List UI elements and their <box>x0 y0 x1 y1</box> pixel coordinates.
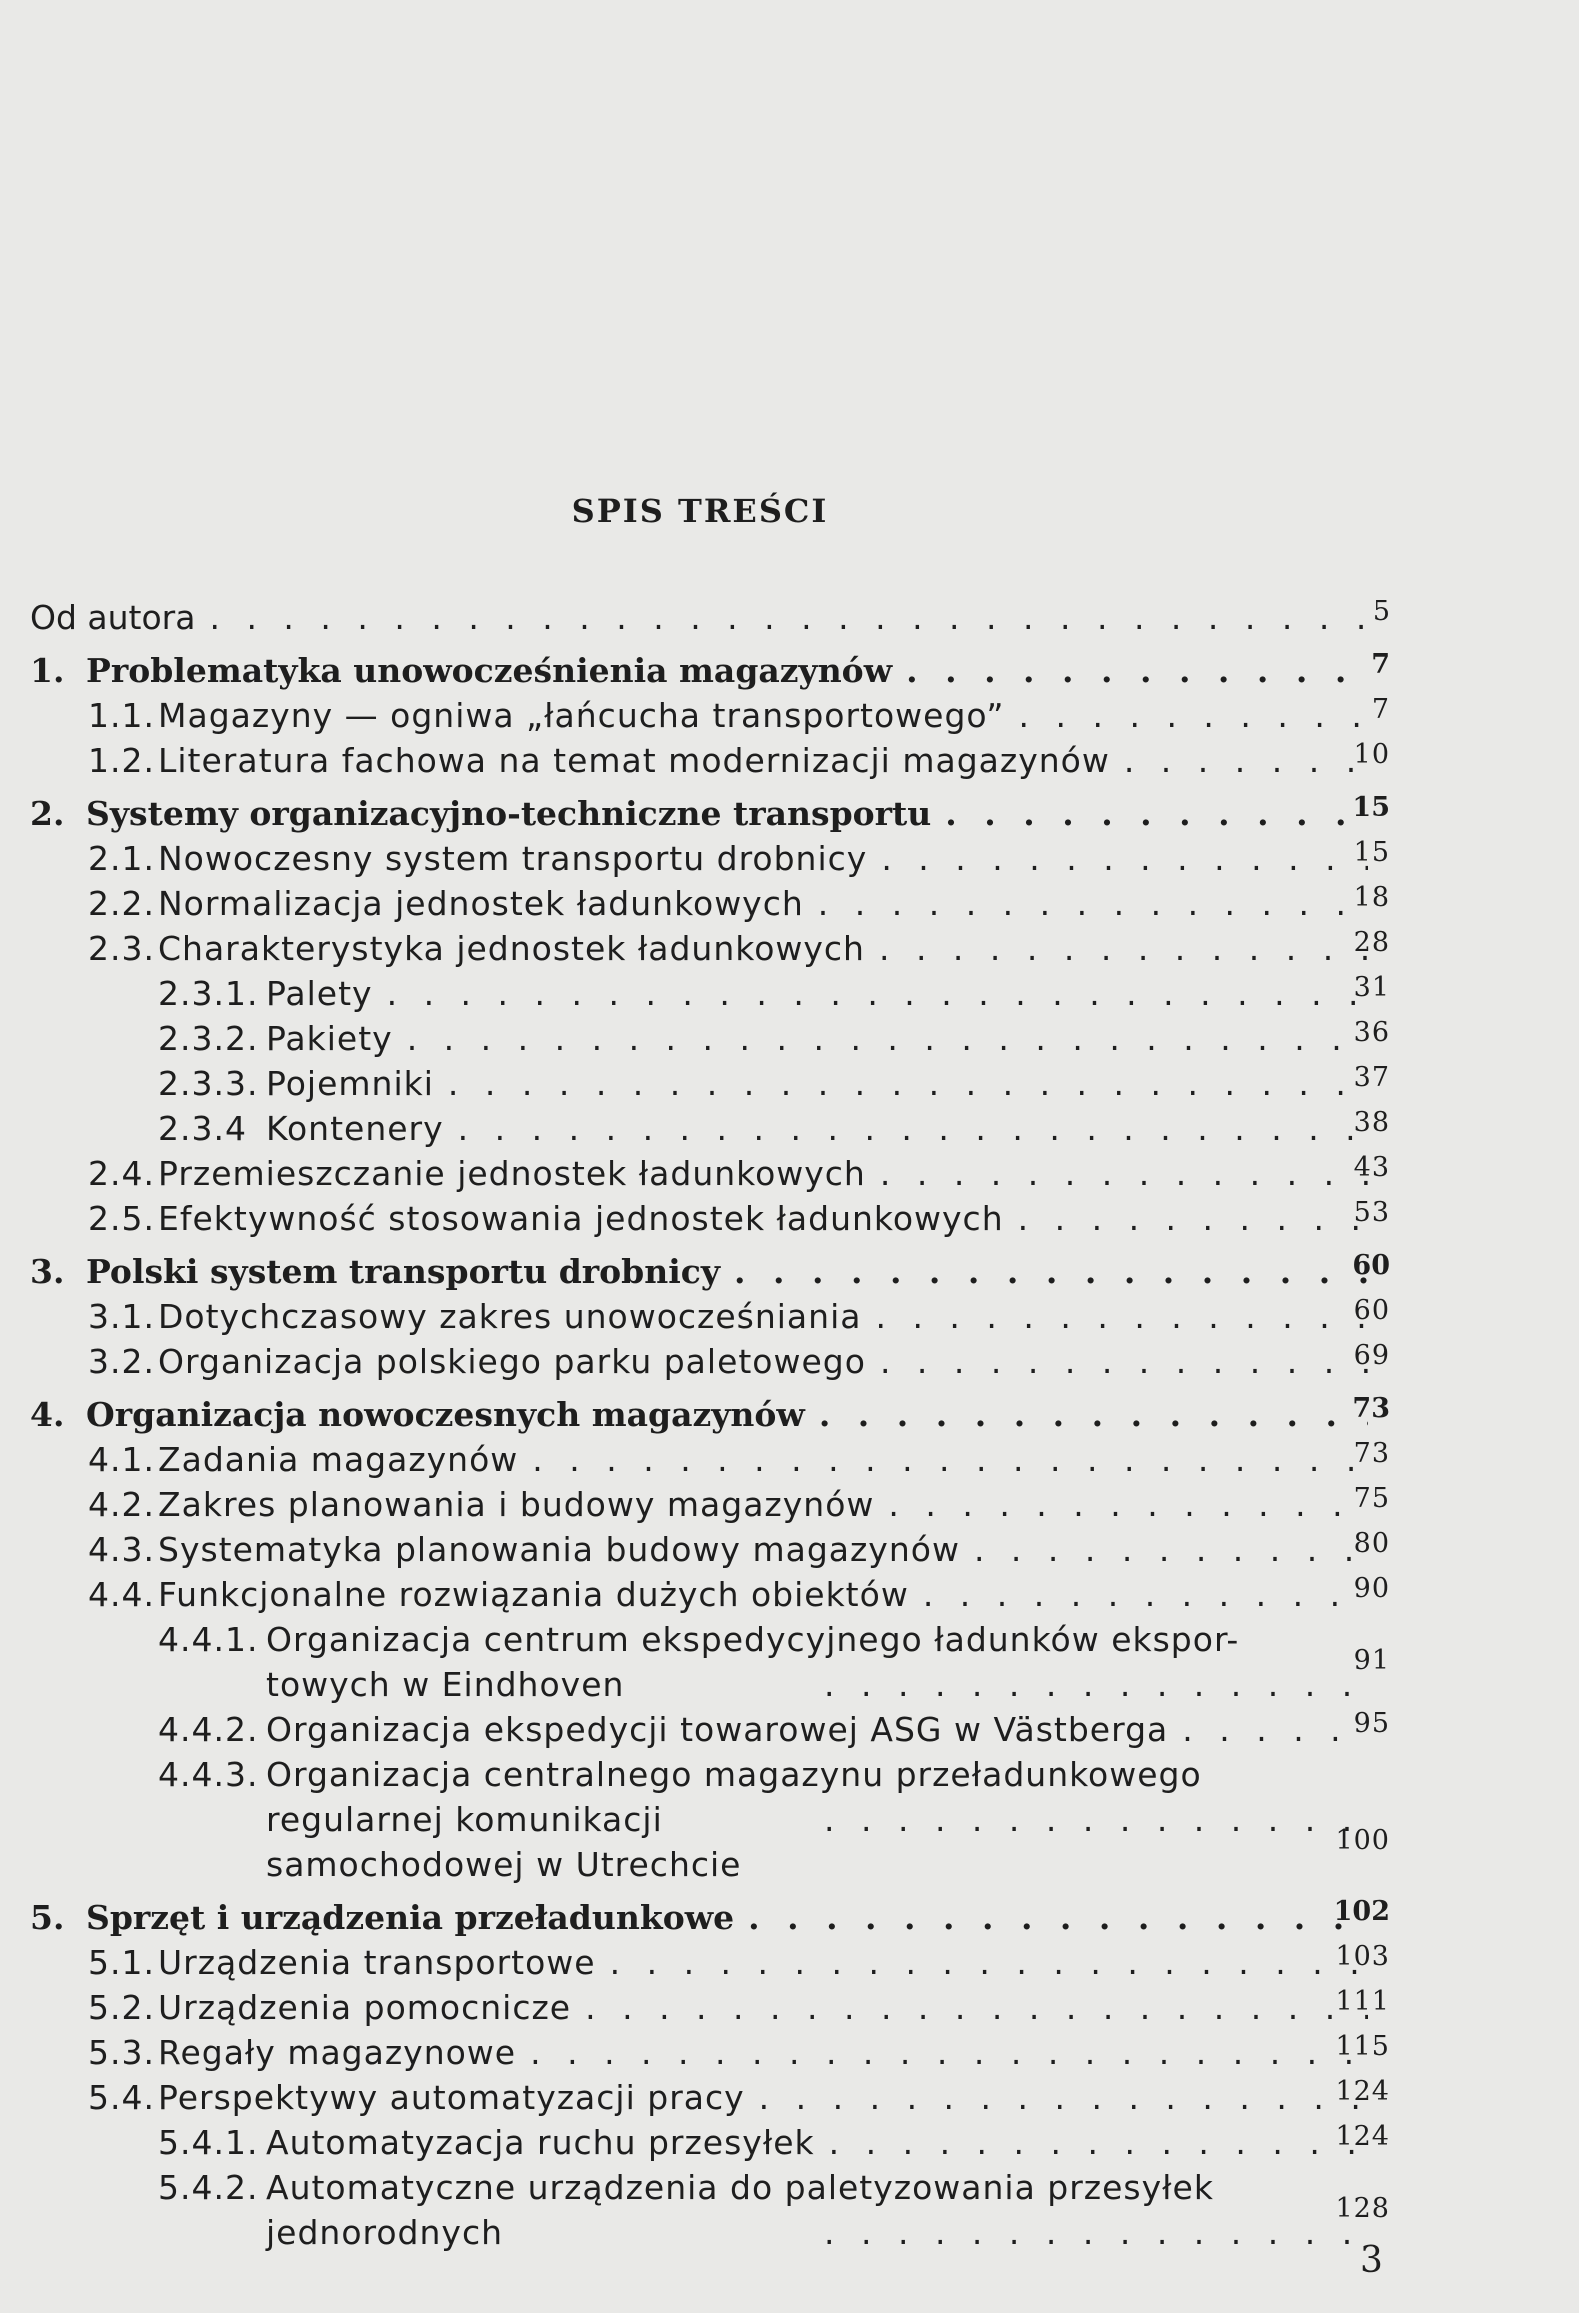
toc-entry-title: Nowoczesny system transportu drobnicy <box>158 839 868 878</box>
dot-leader <box>974 1527 1368 1572</box>
toc-entry-page: 10 <box>1353 739 1390 770</box>
dot-leader <box>585 1985 1368 2030</box>
toc-entry-title-continuation: jednorodnych <box>266 2213 504 2252</box>
toc-entry-title: Urządzenia pomocnicze <box>158 1988 572 2027</box>
toc-entry <box>30 1016 1410 1061</box>
toc-entry <box>30 2030 1410 2075</box>
toc-entry-number: 4.1. <box>88 1440 155 1479</box>
toc-entry-title: Sprzęt i urządzenia przeładunkowe <box>86 1898 735 1937</box>
toc-entry <box>30 1985 1410 2030</box>
dot-leader <box>759 2075 1368 2120</box>
toc-entry-number: 2.3.3. <box>158 1064 259 1103</box>
toc-entry-title: Organizacja nowoczesnych magazynów <box>86 1395 805 1434</box>
toc-entry-number: 4. <box>30 1395 65 1434</box>
toc-entry-title: Efektywność stosowania jednostek ładunkowych <box>158 1199 1004 1238</box>
dot-leader <box>829 2120 1368 2165</box>
toc-entry-title: Normalizacja jednostek ładunkowych <box>158 884 804 923</box>
toc-entry-page: 100 <box>1335 1825 1390 1856</box>
toc-entry-number: 5. <box>30 1898 65 1937</box>
toc-entry <box>30 1527 1410 1572</box>
toc-entry-number: 3.2. <box>88 1342 155 1381</box>
toc-entry-title: Automatyzacja ruchu przesyłek <box>266 2123 815 2162</box>
toc-entry-number: 5.1. <box>88 1943 155 1982</box>
toc-entry-title: Literatura fachowa na temat modernizacji magazynów <box>158 741 1110 780</box>
toc-entry-page: 60 <box>1352 1250 1390 1281</box>
dot-leader <box>875 1294 1368 1339</box>
table-of-contents <box>30 595 1410 2255</box>
toc-entry-title: Kontenery <box>266 1109 444 1148</box>
toc-entry-number: 3. <box>30 1252 65 1291</box>
toc-entry-title: Od autora <box>30 598 196 637</box>
toc-entry <box>30 1617 1410 1707</box>
toc-entry-title: Przemieszczanie jednostek ładunkowych <box>158 1154 866 1193</box>
toc-entry-page: 28 <box>1353 927 1390 958</box>
toc-entry-page: 53 <box>1353 1197 1390 1228</box>
toc-entry-page: 103 <box>1335 1941 1390 1972</box>
toc-entry <box>30 648 1410 693</box>
toc-entry-number: 5.2. <box>88 1988 155 2027</box>
toc-entry-number: 2.5. <box>88 1199 155 1238</box>
toc-entry-title: Urządzenia transportowe <box>158 1943 596 1982</box>
dot-leader <box>906 648 1368 693</box>
toc-entry-number: 1. <box>30 651 65 690</box>
toc-entry-number: 1.1. <box>88 696 155 735</box>
toc-entry-number: 4.2. <box>88 1485 155 1524</box>
toc-entry <box>30 1482 1410 1527</box>
toc-entry-number: 2.3. <box>88 929 155 968</box>
dot-leader <box>748 1895 1368 1940</box>
toc-entry-page: 7 <box>1371 694 1390 725</box>
toc-entry-page: 38 <box>1353 1107 1390 1138</box>
toc-entry-number: 2.1. <box>88 839 155 878</box>
toc-entry <box>30 595 1410 640</box>
dot-leader <box>888 1482 1368 1527</box>
toc-entry-number: 4.4.1. <box>158 1620 259 1659</box>
toc-entry-title: Organizacja ekspedycji towarowej ASG w Västberga <box>266 1710 1169 1749</box>
toc-entry-number: 4.3. <box>88 1530 155 1569</box>
dot-leader <box>734 1249 1368 1294</box>
dot-leader <box>881 836 1368 881</box>
toc-entry-title: Polski system transportu drobnicy <box>86 1252 721 1291</box>
dot-leader <box>407 1016 1368 1061</box>
dot-leader <box>209 595 1368 640</box>
toc-entry-page: 73 <box>1353 1438 1390 1469</box>
dot-leader <box>824 1797 1368 1842</box>
dot-leader <box>824 2210 1368 2255</box>
dot-leader <box>387 971 1368 1016</box>
toc-entry <box>30 1196 1410 1241</box>
toc-entry-number: 2.4. <box>88 1154 155 1193</box>
toc-entry <box>30 836 1410 881</box>
toc-entry-page: 75 <box>1353 1483 1390 1514</box>
toc-entry-number: 4.4.2. <box>158 1710 259 1749</box>
dot-leader <box>880 1339 1368 1384</box>
dot-leader <box>945 791 1368 836</box>
toc-entry <box>30 1752 1410 1887</box>
dot-leader <box>923 1572 1368 1617</box>
toc-entry <box>30 1572 1410 1617</box>
toc-entry <box>30 881 1410 926</box>
toc-entry-title: Automatyczne urządzenia do paletyzowania przesyłek <box>266 2168 1214 2207</box>
toc-entry-number: 1.2. <box>88 741 155 780</box>
dot-leader <box>879 926 1368 971</box>
toc-entry-page: 37 <box>1353 1062 1390 1093</box>
toc-entry-title: Palety <box>266 974 373 1013</box>
toc-entry-number: 2.3.4 <box>158 1109 247 1148</box>
toc-entry-page: 69 <box>1353 1340 1390 1371</box>
dot-leader <box>532 1437 1368 1482</box>
toc-entry-title: Zadania magazynów <box>158 1440 519 1479</box>
toc-entry-number: 2. <box>30 794 65 833</box>
dot-leader <box>818 881 1368 926</box>
toc-entry-number: 5.4.2. <box>158 2168 259 2207</box>
toc-entry-number: 2.2. <box>88 884 155 923</box>
toc-entry-page: 18 <box>1353 882 1390 913</box>
dot-leader <box>824 1662 1368 1707</box>
toc-entry-title-continuation: towych w Eindhoven <box>266 1665 625 1704</box>
toc-entry-title: Systemy organizacyjno-techniczne transportu <box>86 794 932 833</box>
folio-number: 3 <box>1360 2240 1383 2281</box>
toc-entry-title: Dotychczasowy zakres unowocześniania <box>158 1297 862 1336</box>
toc-entry-page: 31 <box>1353 972 1390 1003</box>
toc-entry-title: Pojemniki <box>266 1064 434 1103</box>
toc-entry-title: Funkcjonalne rozwiązania dużych obiektów <box>158 1575 909 1614</box>
toc-entry <box>30 1151 1410 1196</box>
toc-entry-page: 60 <box>1353 1295 1390 1326</box>
toc-entry <box>30 1707 1410 1752</box>
toc-entry <box>30 738 1410 783</box>
toc-entry <box>30 1061 1410 1106</box>
toc-entry-title: Organizacja polskiego parku paletowego <box>158 1342 866 1381</box>
toc-entry-number: 5.4.1. <box>158 2123 259 2162</box>
toc-entry-number: 2.3.1. <box>158 974 259 1013</box>
toc-entry <box>30 1106 1410 1151</box>
toc-entry <box>30 971 1410 1016</box>
toc-entry-page: 36 <box>1353 1017 1390 1048</box>
toc-entry <box>30 926 1410 971</box>
toc-entry <box>30 693 1410 738</box>
toc-entry-page: 7 <box>1371 649 1390 680</box>
toc-entry-title: Magazyny — ogniwa „łańcucha transportowego” <box>158 696 1005 735</box>
dot-leader <box>610 1940 1368 1985</box>
toc-entry-number: 3.1. <box>88 1297 155 1336</box>
toc-entry-page: 91 <box>1353 1645 1390 1676</box>
toc-entry-title: Organizacja centralnego magazynu przeładunkowego <box>266 1755 1202 1794</box>
toc-entry-page: 5 <box>1372 596 1390 627</box>
dot-leader <box>448 1061 1368 1106</box>
toc-entry-page: 90 <box>1353 1573 1390 1604</box>
dot-leader <box>530 2030 1368 2075</box>
toc-entry-page: 111 <box>1335 1986 1390 2017</box>
toc-entry <box>30 1392 1410 1437</box>
page-title: SPIS TREŚCI <box>571 492 829 530</box>
toc-entry-number: 5.4. <box>88 2078 155 2117</box>
toc-entry-page: 124 <box>1335 2121 1390 2152</box>
toc-entry <box>30 1339 1410 1384</box>
toc-entry-page: 43 <box>1353 1152 1390 1183</box>
toc-entry-number: 2.3.2. <box>158 1019 259 1058</box>
toc-entry-page: 115 <box>1335 2031 1390 2062</box>
toc-entry-title: Systematyka planowania budowy magazynów <box>158 1530 960 1569</box>
toc-entry-title-continuation: regularnej komunikacji samochodowej w Utrechcie <box>266 1800 742 1884</box>
toc-entry-page: 80 <box>1353 1528 1390 1559</box>
toc-entry-page: 15 <box>1353 837 1390 868</box>
toc-entry-title: Pakiety <box>266 1019 393 1058</box>
toc-entry-number: 4.4. <box>88 1575 155 1614</box>
toc-entry <box>30 1437 1410 1482</box>
toc-entry-page: 102 <box>1333 1896 1390 1927</box>
toc-entry-number: 5.3. <box>88 2033 155 2072</box>
toc-entry <box>30 1294 1410 1339</box>
toc-entry-page: 124 <box>1335 2076 1390 2107</box>
toc-entry-page: 73 <box>1352 1393 1390 1424</box>
toc-entry-title: Charakterystyka jednostek ładunkowych <box>158 929 865 968</box>
toc-entry <box>30 791 1410 836</box>
dot-leader <box>458 1106 1368 1151</box>
toc-entry-page: 128 <box>1335 2193 1390 2224</box>
toc-entry-title: Zakres planowania i budowy magazynów <box>158 1485 875 1524</box>
toc-entry <box>30 2165 1410 2255</box>
toc-entry-page: 15 <box>1352 792 1390 823</box>
toc-entry-page: 95 <box>1353 1708 1390 1739</box>
toc-entry-title: Organizacja centrum ekspedycyjnego ładunków ekspor- <box>266 1620 1240 1659</box>
toc-entry <box>30 2075 1410 2120</box>
toc-entry-title: Problematyka unowocześnienia magazynów <box>86 651 893 690</box>
toc-entry-title: Perspektywy automatyzacji pracy <box>158 2078 745 2117</box>
toc-entry-number: 4.4.3. <box>158 1755 259 1794</box>
toc-entry <box>30 2120 1410 2165</box>
dot-leader <box>819 1392 1368 1437</box>
toc-entry-title: Regały magazynowe <box>158 2033 517 2072</box>
toc-entry <box>30 1940 1410 1985</box>
toc-entry <box>30 1895 1410 1940</box>
toc-entry <box>30 1249 1410 1294</box>
dot-leader <box>880 1151 1368 1196</box>
